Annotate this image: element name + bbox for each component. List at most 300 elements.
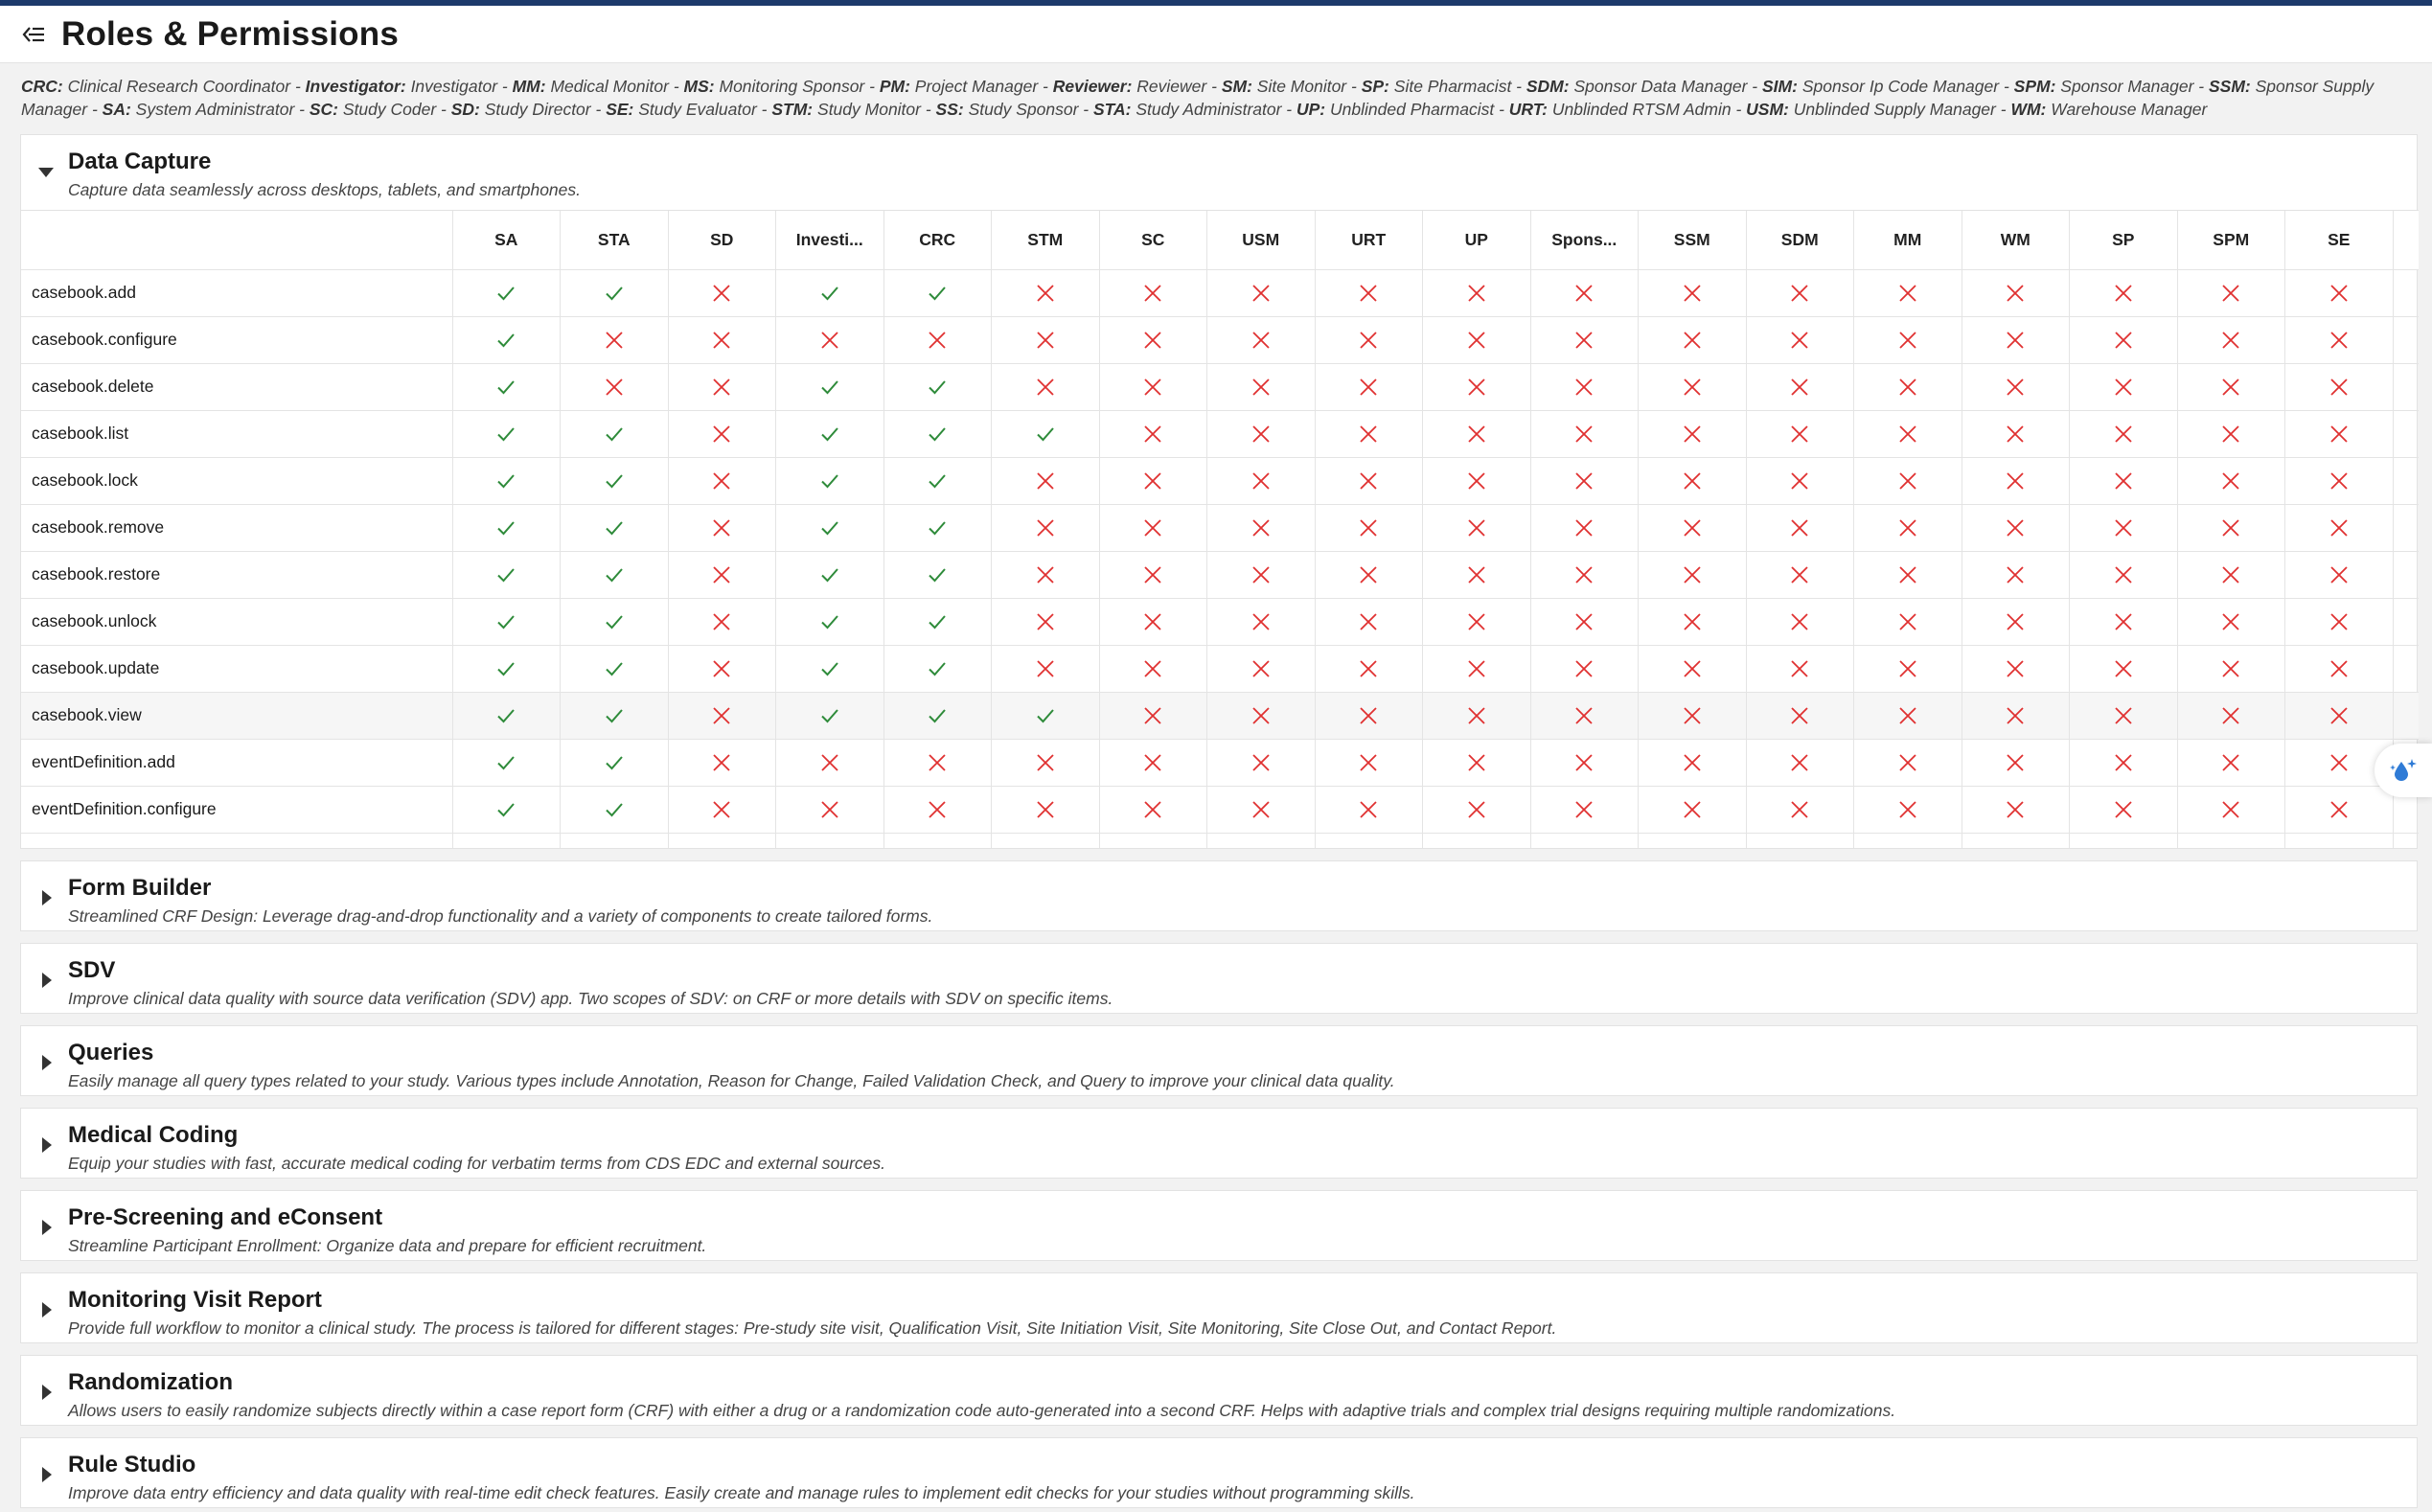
role-column-header[interactable]: URT — [1315, 211, 1423, 269]
permission-granted-cell[interactable] — [776, 269, 884, 316]
permission-denied-cell[interactable] — [1099, 786, 1207, 833]
cross-icon — [2005, 283, 2026, 304]
permission-denied-cell[interactable] — [2285, 504, 2394, 551]
role-column-header[interactable]: UP — [1423, 211, 1531, 269]
permission-denied-cell[interactable] — [2177, 363, 2285, 410]
permission-denied-cell[interactable] — [561, 316, 669, 363]
permission-denied-cell[interactable] — [1746, 692, 1854, 739]
permission-denied-cell[interactable] — [1315, 457, 1423, 504]
permission-denied-cell[interactable] — [2285, 833, 2394, 848]
permission-denied-cell[interactable] — [1746, 833, 1854, 848]
section-header-randomization[interactable] — [21, 1356, 2417, 1427]
permission-denied-cell[interactable] — [2070, 551, 2178, 598]
permission-granted-cell[interactable] — [452, 363, 561, 410]
permission-denied-cell[interactable] — [1423, 363, 1531, 410]
role-column-header[interactable]: SP — [2070, 211, 2178, 269]
permission-denied-cell[interactable] — [1639, 786, 1747, 833]
permission-denied-cell[interactable] — [668, 504, 776, 551]
permission-denied-cell[interactable] — [1530, 457, 1639, 504]
permission-granted-cell[interactable] — [561, 739, 669, 786]
permission-denied-cell[interactable] — [1854, 551, 1962, 598]
permission-granted-cell[interactable] — [883, 410, 992, 457]
permissions-grid-container[interactable] — [21, 210, 2419, 848]
permission-denied-cell[interactable] — [1423, 316, 1531, 363]
role-column-header[interactable]: USM — [1207, 211, 1316, 269]
section-header-medical-coding[interactable] — [21, 1109, 2417, 1180]
permission-granted-cell[interactable] — [883, 692, 992, 739]
permission-denied-cell[interactable] — [1207, 504, 1316, 551]
permission-denied-cell[interactable] — [2070, 316, 2178, 363]
permission-denied-cell[interactable] — [1423, 504, 1531, 551]
permission-denied-cell[interactable] — [1530, 410, 1639, 457]
permission-denied-cell[interactable] — [2177, 410, 2285, 457]
permission-denied-cell[interactable] — [776, 739, 884, 786]
cross-icon — [1035, 658, 1056, 679]
permission-denied-cell[interactable] — [1530, 786, 1639, 833]
permission-denied-cell[interactable] — [2177, 504, 2285, 551]
permission-denied-cell[interactable] — [2070, 692, 2178, 739]
permission-denied-cell[interactable] — [1099, 739, 1207, 786]
check-icon — [1035, 424, 1056, 445]
permission-denied-cell[interactable] — [2070, 410, 2178, 457]
permission-denied-cell[interactable] — [668, 692, 776, 739]
permission-denied-cell[interactable] — [1207, 316, 1316, 363]
permission-denied-cell[interactable] — [1207, 410, 1316, 457]
permission-denied-cell[interactable] — [1530, 598, 1639, 645]
permission-denied-cell[interactable] — [1962, 363, 2070, 410]
permission-denied-cell[interactable] — [1746, 269, 1854, 316]
permission-denied-cell[interactable] — [2285, 598, 2394, 645]
permission-denied-cell[interactable] — [2070, 457, 2178, 504]
permission-denied-cell[interactable] — [1639, 504, 1747, 551]
permission-denied-cell[interactable] — [2285, 363, 2394, 410]
permission-denied-cell[interactable] — [1530, 833, 1639, 848]
permission-denied-cell[interactable] — [1639, 551, 1747, 598]
permission-granted-cell[interactable] — [883, 504, 992, 551]
permission-granted-cell[interactable] — [561, 269, 669, 316]
permission-denied-cell[interactable] — [1639, 410, 1747, 457]
section-queries — [20, 1025, 2418, 1096]
permission-denied-cell[interactable] — [668, 363, 776, 410]
permission-granted-cell[interactable] — [776, 410, 884, 457]
permission-denied-cell[interactable] — [1962, 457, 2070, 504]
permission-denied-cell[interactable] — [2285, 786, 2394, 833]
permission-denied-cell[interactable] — [1315, 551, 1423, 598]
cross-icon — [1573, 424, 1595, 445]
permission-denied-cell[interactable] — [2070, 504, 2178, 551]
permission-denied-cell[interactable] — [2177, 457, 2285, 504]
role-column-header[interactable]: SSM — [1639, 211, 1747, 269]
cross-icon — [1573, 564, 1595, 585]
permission-denied-cell[interactable] — [1315, 363, 1423, 410]
permission-denied-cell[interactable] — [776, 316, 884, 363]
permission-granted-cell[interactable] — [883, 598, 992, 645]
permission-granted-cell[interactable] — [452, 551, 561, 598]
permission-denied-cell[interactable] — [1962, 551, 2070, 598]
permission-denied-cell[interactable] — [2070, 833, 2178, 848]
role-column-header[interactable]: SE — [2285, 211, 2394, 269]
permission-denied-cell[interactable] — [1423, 786, 1531, 833]
permission-denied-cell[interactable] — [992, 645, 1100, 692]
permission-denied-cell[interactable] — [1639, 598, 1747, 645]
permission-denied-cell[interactable] — [1423, 269, 1531, 316]
permission-denied-cell[interactable] — [1962, 739, 2070, 786]
cross-icon — [2329, 846, 2350, 848]
permission-granted-cell[interactable] — [561, 645, 669, 692]
permission-denied-cell[interactable] — [776, 833, 884, 848]
permission-denied-cell[interactable] — [1530, 363, 1639, 410]
cross-icon — [2113, 377, 2134, 398]
check-icon — [819, 658, 840, 679]
cross-icon — [1358, 424, 1379, 445]
permission-denied-cell[interactable] — [2070, 786, 2178, 833]
permission-denied-cell[interactable] — [1746, 316, 1854, 363]
permission-denied-cell[interactable] — [992, 269, 1100, 316]
permission-denied-cell[interactable] — [1099, 692, 1207, 739]
permission-denied-cell[interactable] — [992, 457, 1100, 504]
permission-denied-cell[interactable] — [668, 457, 776, 504]
permission-denied-cell[interactable] — [668, 786, 776, 833]
permission-denied-cell[interactable] — [992, 504, 1100, 551]
permission-denied-cell[interactable] — [1423, 739, 1531, 786]
section-header-pre-screening-and-econsent[interactable] — [21, 1191, 2417, 1262]
permission-denied-cell[interactable] — [1315, 504, 1423, 551]
table-row — [21, 598, 2419, 645]
permission-granted-cell[interactable] — [776, 363, 884, 410]
permission-granted-cell[interactable] — [561, 598, 669, 645]
permission-denied-cell[interactable] — [1099, 598, 1207, 645]
permission-granted-cell[interactable] — [883, 269, 992, 316]
permission-denied-cell[interactable] — [1639, 739, 1747, 786]
cross-icon — [2220, 517, 2241, 538]
permission-denied-cell[interactable] — [1207, 457, 1316, 504]
permission-denied-cell[interactable] — [1746, 551, 1854, 598]
cross-icon — [1250, 846, 1272, 848]
permission-denied-cell[interactable] — [561, 833, 669, 848]
section-header-monitoring-visit-report[interactable] — [21, 1273, 2417, 1344]
permission-denied-cell[interactable] — [1962, 598, 2070, 645]
permission-denied-cell[interactable] — [1099, 269, 1207, 316]
role-column-header[interactable]: Investi... — [776, 211, 884, 269]
permission-denied-cell[interactable] — [1207, 645, 1316, 692]
permission-denied-cell[interactable] — [668, 410, 776, 457]
permission-denied-cell[interactable] — [1962, 645, 2070, 692]
permission-denied-cell[interactable] — [1207, 833, 1316, 848]
permission-denied-cell[interactable] — [1315, 739, 1423, 786]
permission-denied-cell[interactable] — [883, 739, 992, 786]
section-header-data-capture[interactable] — [21, 135, 2417, 210]
permission-denied-cell[interactable] — [668, 551, 776, 598]
permission-denied-cell[interactable] — [1207, 786, 1316, 833]
permission-denied-cell[interactable] — [1530, 692, 1639, 739]
permission-granted-cell[interactable] — [776, 551, 884, 598]
caret-right-icon — [42, 1220, 52, 1235]
permission-granted-cell[interactable] — [776, 645, 884, 692]
permission-denied-cell[interactable] — [1962, 316, 2070, 363]
permission-denied-cell[interactable] — [992, 598, 1100, 645]
permission-granted-cell[interactable] — [561, 504, 669, 551]
permission-denied-cell[interactable] — [1746, 786, 1854, 833]
permission-denied-cell[interactable] — [1099, 504, 1207, 551]
permission-denied-cell[interactable] — [2285, 269, 2394, 316]
permission-denied-cell[interactable] — [1315, 598, 1423, 645]
permission-denied-cell[interactable] — [992, 833, 1100, 848]
cross-icon — [2005, 752, 2026, 773]
role-column-header[interactable]: CRC — [883, 211, 992, 269]
permission-denied-cell[interactable] — [668, 269, 776, 316]
permission-denied-cell[interactable] — [1207, 692, 1316, 739]
cross-icon — [2113, 517, 2134, 538]
permission-denied-cell[interactable] — [2070, 739, 2178, 786]
permission-denied-cell[interactable] — [2070, 645, 2178, 692]
permission-denied-cell[interactable] — [1530, 551, 1639, 598]
permission-denied-cell[interactable] — [1639, 833, 1747, 848]
permission-denied-cell[interactable] — [561, 363, 669, 410]
permission-denied-cell[interactable] — [2285, 645, 2394, 692]
permission-denied-cell[interactable] — [1639, 269, 1747, 316]
permission-granted-cell[interactable] — [452, 645, 561, 692]
permission-denied-cell[interactable] — [1854, 692, 1962, 739]
permission-denied-cell[interactable] — [2177, 739, 2285, 786]
permission-granted-cell[interactable] — [992, 692, 1100, 739]
permission-granted-cell[interactable] — [452, 504, 561, 551]
permission-denied-cell[interactable] — [1639, 645, 1747, 692]
collapse-menu-button[interactable] — [19, 20, 48, 49]
permission-denied-cell[interactable] — [1854, 598, 1962, 645]
cross-icon — [711, 283, 732, 304]
permission-denied-cell[interactable] — [1099, 551, 1207, 598]
permission-denied-cell[interactable] — [1530, 269, 1639, 316]
permission-denied-cell[interactable] — [1099, 457, 1207, 504]
permission-denied-cell[interactable] — [668, 833, 776, 848]
permission-denied-cell[interactable] — [1423, 598, 1531, 645]
permission-denied-cell[interactable] — [1854, 269, 1962, 316]
section-header-rule-studio[interactable] — [21, 1438, 2417, 1509]
permission-denied-cell[interactable] — [1854, 363, 1962, 410]
permission-denied-cell[interactable] — [1530, 316, 1639, 363]
permission-denied-cell[interactable] — [1854, 786, 1962, 833]
permission-denied-cell[interactable] — [1207, 269, 1316, 316]
permission-denied-cell[interactable] — [1854, 410, 1962, 457]
permission-denied-cell[interactable] — [1530, 645, 1639, 692]
cross-icon — [1682, 705, 1703, 726]
permission-denied-cell[interactable] — [1207, 363, 1316, 410]
permission-denied-cell[interactable] — [2177, 786, 2285, 833]
permission-denied-cell[interactable] — [1746, 645, 1854, 692]
cross-icon — [1142, 564, 1163, 585]
role-column-header[interactable]: SPM — [2177, 211, 2285, 269]
cross-icon — [711, 564, 732, 585]
permission-denied-cell[interactable] — [1315, 833, 1423, 848]
permission-denied-cell[interactable] — [452, 833, 561, 848]
permission-granted-cell[interactable] — [776, 504, 884, 551]
permission-granted-cell[interactable] — [452, 410, 561, 457]
permission-denied-cell[interactable] — [1315, 786, 1423, 833]
permission-granted-cell[interactable] — [883, 363, 992, 410]
permission-granted-cell[interactable] — [452, 739, 561, 786]
permission-denied-cell[interactable] — [2285, 457, 2394, 504]
permission-granted-cell[interactable] — [992, 410, 1100, 457]
permission-denied-cell[interactable] — [1423, 645, 1531, 692]
permission-denied-cell[interactable] — [1423, 457, 1531, 504]
section-header-queries[interactable] — [21, 1026, 2417, 1097]
permission-denied-cell[interactable] — [1746, 504, 1854, 551]
permission-denied-cell[interactable] — [2070, 269, 2178, 316]
permission-denied-cell[interactable] — [883, 316, 992, 363]
permission-granted-cell[interactable] — [561, 692, 669, 739]
permission-denied-cell[interactable] — [1099, 833, 1207, 848]
permission-denied-cell[interactable] — [2177, 692, 2285, 739]
role-column-header[interactable]: SC — [1099, 211, 1207, 269]
permission-denied-cell[interactable] — [1639, 363, 1747, 410]
permission-denied-cell[interactable] — [1854, 504, 1962, 551]
permission-granted-cell[interactable] — [561, 457, 669, 504]
permission-denied-cell[interactable] — [2177, 269, 2285, 316]
permission-denied-cell[interactable] — [1854, 833, 1962, 848]
permission-denied-cell[interactable] — [883, 833, 992, 848]
permission-denied-cell[interactable] — [1962, 786, 2070, 833]
permission-granted-cell[interactable] — [883, 551, 992, 598]
permission-denied-cell[interactable] — [2177, 833, 2285, 848]
permission-granted-cell[interactable] — [883, 645, 992, 692]
table-row — [21, 504, 2419, 551]
permission-denied-cell[interactable] — [1423, 692, 1531, 739]
permission-denied-cell[interactable] — [1639, 692, 1747, 739]
cross-icon — [1682, 424, 1703, 445]
permission-granted-cell[interactable] — [452, 786, 561, 833]
permission-denied-cell[interactable] — [1423, 410, 1531, 457]
permission-denied-cell[interactable] — [668, 645, 776, 692]
cross-icon — [2220, 424, 2241, 445]
section-header-form-builder[interactable] — [21, 861, 2417, 932]
role-column-header[interactable]: SA — [452, 211, 561, 269]
permission-denied-cell[interactable] — [668, 598, 776, 645]
permission-granted-cell[interactable] — [561, 786, 669, 833]
permission-denied-cell[interactable] — [1962, 833, 2070, 848]
permission-granted-cell[interactable] — [452, 457, 561, 504]
cross-icon — [1897, 799, 1918, 820]
permission-denied-cell[interactable] — [2177, 645, 2285, 692]
permission-denied-cell[interactable] — [2177, 551, 2285, 598]
permission-denied-cell[interactable] — [1315, 645, 1423, 692]
permission-denied-cell[interactable] — [1854, 457, 1962, 504]
cross-icon — [1682, 283, 1703, 304]
role-column-header[interactable]: Spons... — [1530, 211, 1639, 269]
assistant-button[interactable] — [2375, 744, 2432, 797]
permission-denied-cell[interactable] — [1315, 269, 1423, 316]
role-column-header[interactable]: MM — [1854, 211, 1962, 269]
role-column-header[interactable]: STA — [561, 211, 669, 269]
permission-granted-cell[interactable] — [452, 316, 561, 363]
permission-denied-cell[interactable] — [2285, 316, 2394, 363]
permission-denied-cell[interactable] — [992, 363, 1100, 410]
permission-denied-cell[interactable] — [1746, 410, 1854, 457]
permission-granted-cell[interactable] — [776, 457, 884, 504]
permission-denied-cell[interactable] — [2285, 551, 2394, 598]
permission-denied-cell[interactable] — [1315, 410, 1423, 457]
section-description: Easily manage all query types related to your study. Various types include Annotation, Reason for Change, Failed Validation Check, and Query to improve your clinical data quality. — [68, 1071, 1395, 1090]
permission-denied-cell[interactable] — [1207, 598, 1316, 645]
permission-denied-cell[interactable] — [2285, 692, 2394, 739]
permission-name: eventDefinition.add — [21, 739, 452, 786]
permission-granted-cell[interactable] — [452, 692, 561, 739]
role-column-header[interactable]: STM — [992, 211, 1100, 269]
permission-denied-cell[interactable] — [1854, 739, 1962, 786]
cross-icon — [1250, 330, 1272, 351]
permission-denied-cell[interactable] — [1099, 645, 1207, 692]
permission-denied-cell[interactable] — [992, 739, 1100, 786]
cross-icon — [2329, 752, 2350, 773]
section-header-sdv[interactable] — [21, 944, 2417, 1015]
permission-denied-cell[interactable] — [1639, 457, 1747, 504]
permission-granted-cell[interactable] — [883, 457, 992, 504]
permission-denied-cell[interactable] — [668, 739, 776, 786]
permission-denied-cell[interactable] — [1962, 504, 2070, 551]
permission-granted-cell[interactable] — [776, 598, 884, 645]
permission-denied-cell[interactable] — [776, 786, 884, 833]
permission-denied-cell[interactable] — [992, 316, 1100, 363]
permission-denied-cell[interactable] — [1530, 504, 1639, 551]
permission-denied-cell[interactable] — [1962, 410, 2070, 457]
permission-denied-cell[interactable] — [1315, 692, 1423, 739]
permission-denied-cell[interactable] — [2285, 410, 2394, 457]
permission-denied-cell[interactable] — [1530, 739, 1639, 786]
permission-denied-cell[interactable] — [1639, 316, 1747, 363]
cross-icon — [2113, 283, 2134, 304]
permission-denied-cell[interactable] — [2177, 316, 2285, 363]
permission-denied-cell[interactable] — [1962, 692, 2070, 739]
cross-icon — [1466, 517, 1487, 538]
permission-denied-cell[interactable] — [1099, 363, 1207, 410]
permission-granted-cell[interactable] — [776, 692, 884, 739]
permission-denied-cell[interactable] — [2177, 598, 2285, 645]
permission-granted-cell[interactable] — [452, 269, 561, 316]
permission-denied-cell[interactable] — [668, 316, 776, 363]
permission-denied-cell[interactable] — [2070, 363, 2178, 410]
permission-denied-cell[interactable] — [992, 786, 1100, 833]
role-column-header[interactable]: SDM — [1746, 211, 1854, 269]
cross-icon — [1358, 846, 1379, 848]
permission-denied-cell[interactable] — [1423, 551, 1531, 598]
permission-denied-cell[interactable] — [1854, 316, 1962, 363]
permission-denied-cell[interactable] — [1099, 410, 1207, 457]
permission-denied-cell[interactable] — [1854, 645, 1962, 692]
role-column-header[interactable]: WM — [1962, 211, 2070, 269]
permission-granted-cell[interactable] — [561, 551, 669, 598]
permission-denied-cell[interactable] — [1746, 739, 1854, 786]
permission-granted-cell[interactable] — [452, 598, 561, 645]
permission-denied-cell[interactable] — [1099, 316, 1207, 363]
permission-denied-cell[interactable] — [1962, 269, 2070, 316]
permission-denied-cell[interactable] — [1746, 363, 1854, 410]
permission-denied-cell[interactable] — [1746, 598, 1854, 645]
permission-denied-cell[interactable] — [1423, 833, 1531, 848]
overflow-column-header — [2393, 211, 2419, 269]
page-content — [0, 63, 2432, 1512]
permission-denied-cell[interactable] — [2070, 598, 2178, 645]
cross-icon — [927, 799, 948, 820]
permission-denied-cell[interactable] — [883, 786, 992, 833]
permission-denied-cell[interactable] — [1207, 739, 1316, 786]
permission-denied-cell[interactable] — [1207, 551, 1316, 598]
permission-granted-cell[interactable] — [561, 410, 669, 457]
permission-denied-cell[interactable] — [992, 551, 1100, 598]
legend-abbr: PM: — [879, 77, 910, 96]
permission-denied-cell[interactable] — [1746, 457, 1854, 504]
permission-denied-cell[interactable] — [1315, 316, 1423, 363]
role-column-header[interactable]: SD — [668, 211, 776, 269]
cross-icon — [1035, 283, 1056, 304]
